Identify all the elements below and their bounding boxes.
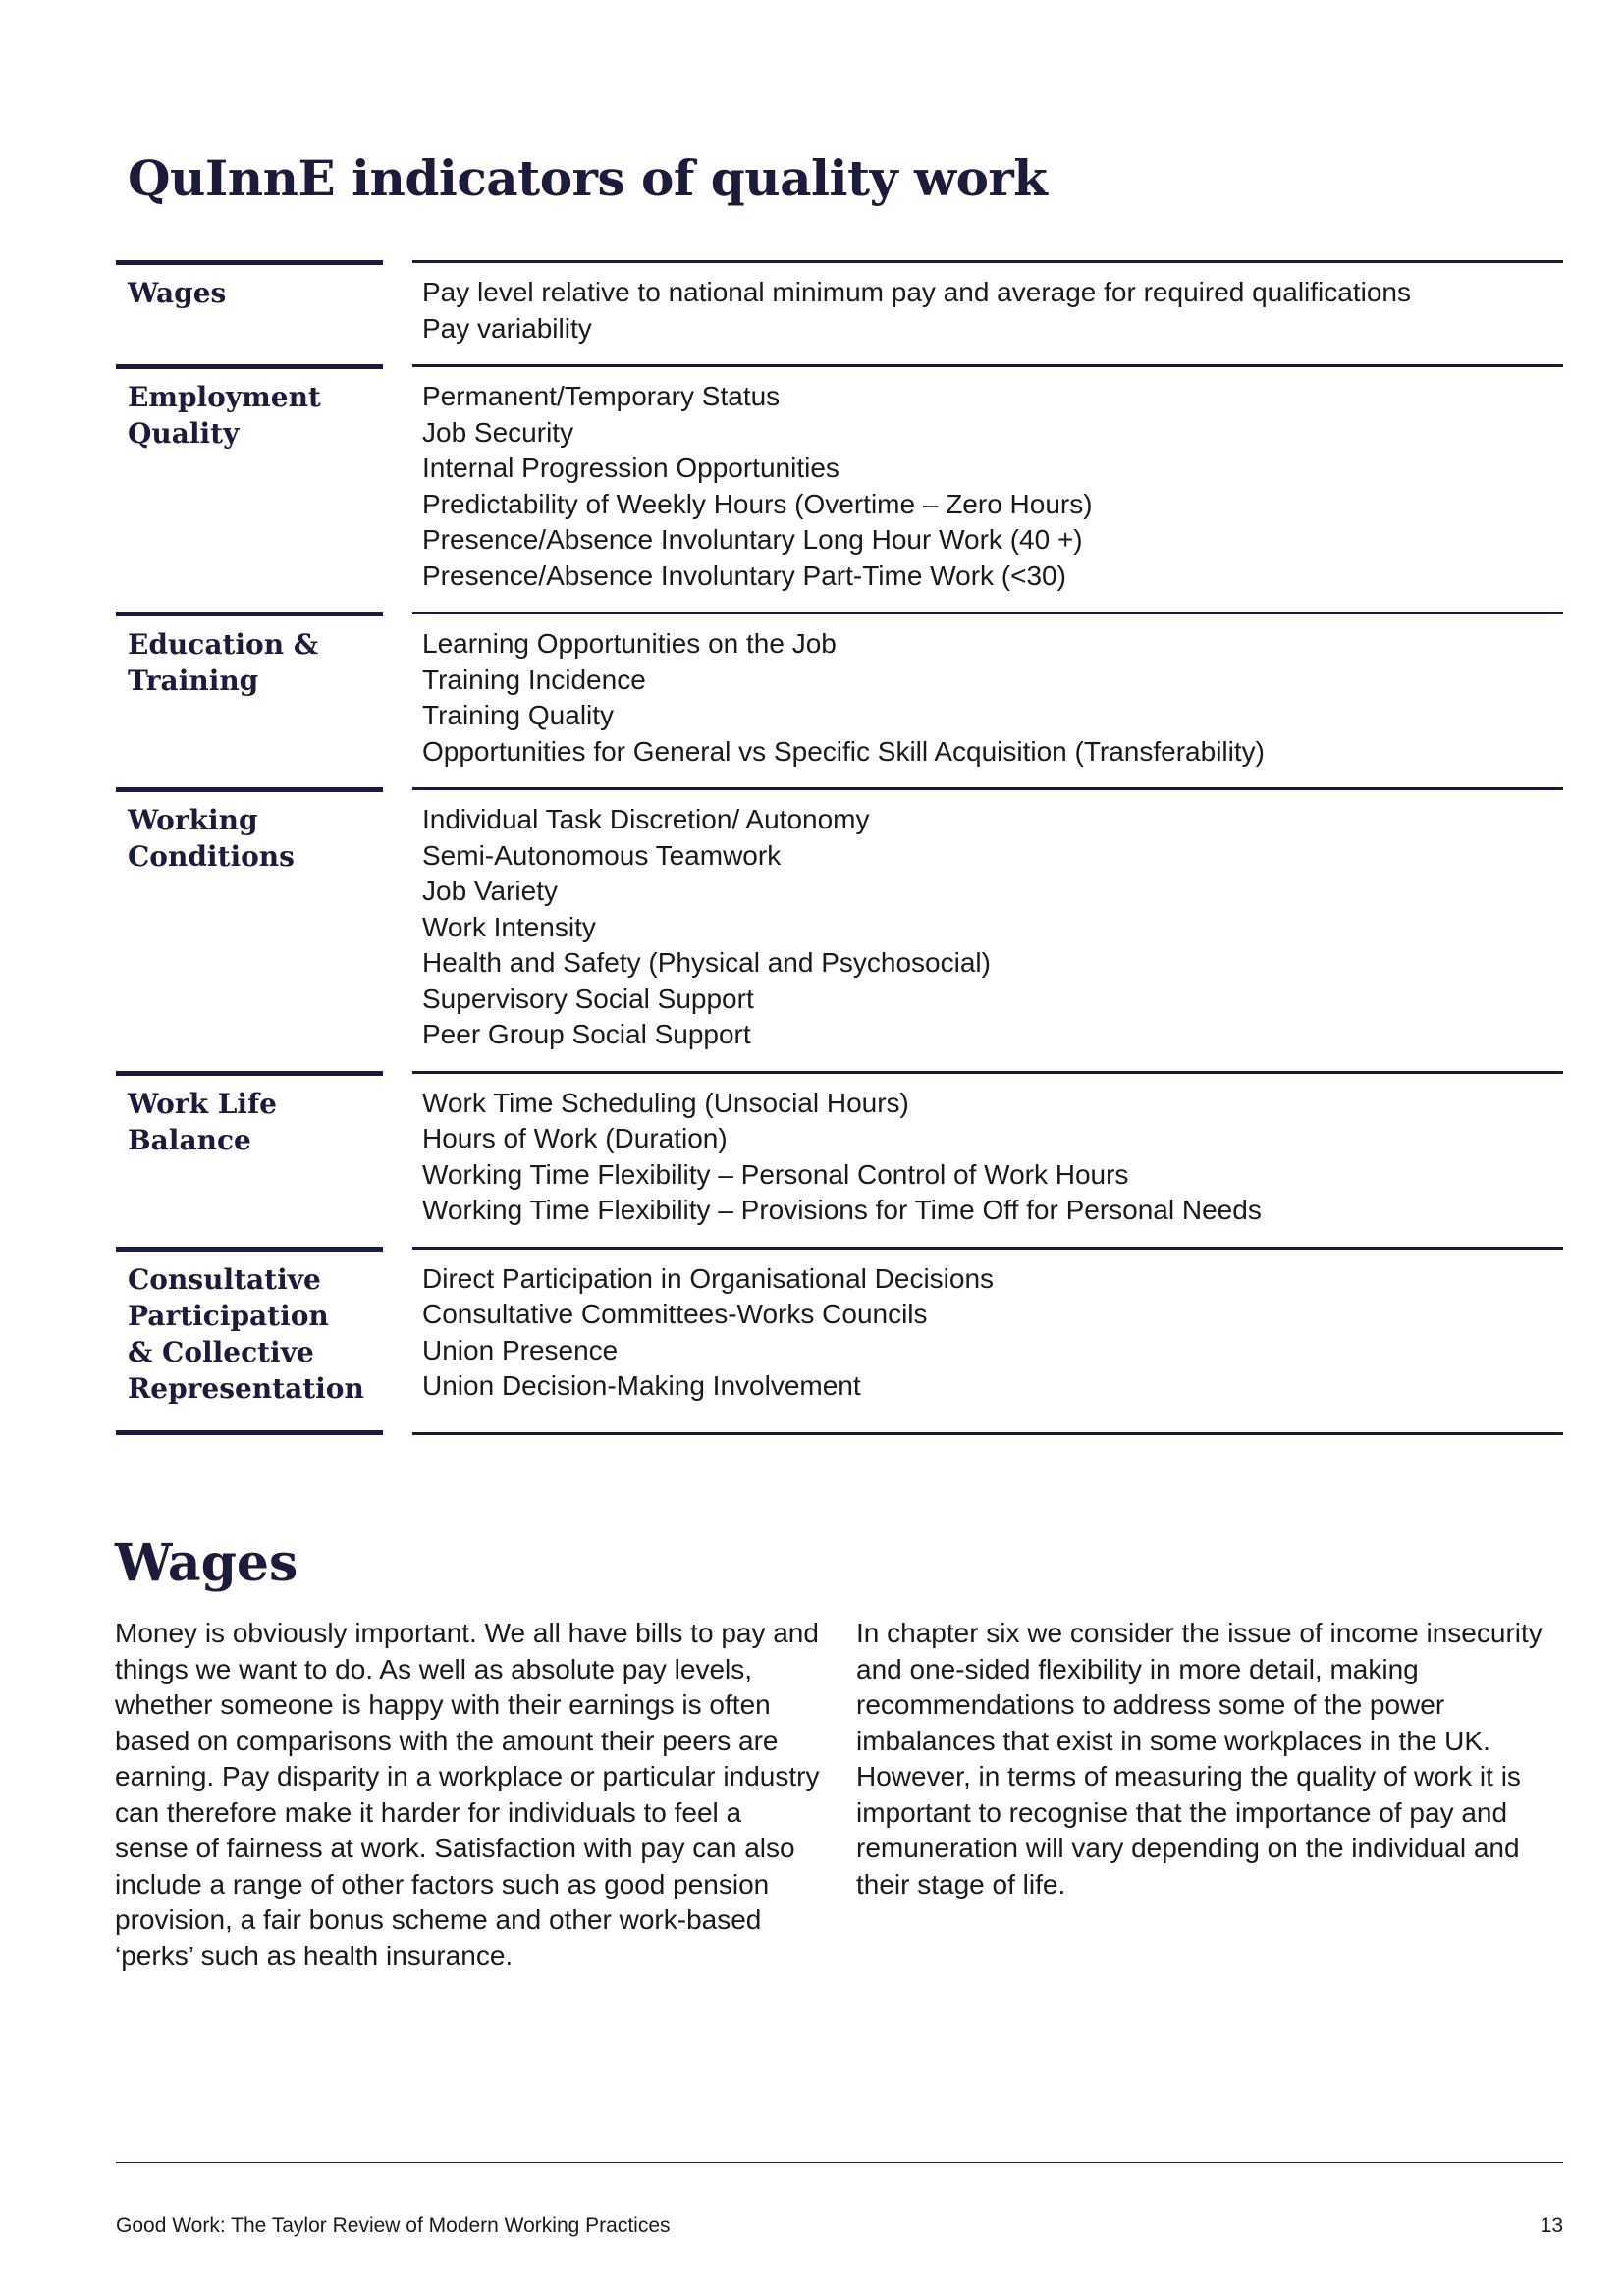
indicator-list [412,612,1563,787]
indicator-item: Working Time Flexibility – Personal Control of Work Hours [422,1158,1129,1190]
indicator-item: Union Decision-Making Involvement [422,1370,861,1401]
indicator-item: Health and Safety (Physical and Psychosocial) [422,947,991,978]
indicator-item: Peer Group Social Support [422,1019,751,1049]
body-paragraph-left: Money is obviously important. We all have bills to pay and things we want to do. As well as absolute pay levels, whether someone is happy with their earnings is often based on comparisons with the amount their peers are earning. Pay disparity in a workplace or particular industry can therefore make it harder for individuals to feel a sense of fairness at work. Satisfaction with pay can also include a range of other factors such as good pension provision, a fair bonus scheme and other work-based ‘perks’ such as health insurance. [115,1618,820,1971]
indicator-item: Opportunities for General vs Specific Skill Acquisition (Transferability) [422,735,1265,767]
footer-title: Good Work: The Taylor Review of Modern Working Practices [116,2215,671,2237]
indicator-item: Supervisory Social Support [422,983,754,1014]
indicator-item: Internal Progression Opportunities [422,453,839,483]
indicator-item: Union Presence [422,1334,619,1365]
indicator-item: Presence/Absence Involuntary Long Hour Work (40 +) [422,524,1083,555]
indicator-list [412,260,1563,364]
indicator-row-work-life-balance [116,1071,1563,1247]
indicator-item: Working Time Flexibility – Provisions for Time Off for Personal Needs [422,1195,1262,1225]
indicator-row-employment-quality [116,364,1563,612]
indicator-list [412,1247,1563,1435]
category-label: Consultative Participation & Collective Representation [116,1247,383,1435]
indicator-item: Permanent/Temporary Status [422,381,781,411]
page-number: 13 [1540,2215,1563,2237]
category-label: Education & Training [116,612,383,787]
indicator-item: Job Variety [422,876,558,906]
indicator-item: Work Time Scheduling (Unsocial Hours) [422,1087,909,1118]
section-heading: Wages [115,1533,298,1593]
indicator-row-education-training [116,612,1563,787]
indicator-row-wages [116,260,1563,364]
indicator-list [412,787,1563,1071]
indicator-item: Job Security [422,416,574,448]
indicator-item: Presence/Absence Involuntary Part-Time Work (<30) [422,560,1066,591]
category-label: Wages [116,260,383,364]
indicator-item: Work Intensity [422,911,596,942]
category-label: Employment Quality [116,364,383,612]
footer-divider [116,2162,1563,2163]
indicator-list [412,364,1563,612]
indicator-item: Direct Participation in Organisational Decisions [422,1262,995,1294]
indicator-item: Learning Opportunities on the Job [422,628,837,659]
indicator-item: Semi-Autonomous Teamwork [422,839,782,871]
page-title: QuInnE indicators of quality work [128,149,1048,207]
indicator-item: Pay variability [422,312,592,344]
indicator-item: Individual Task Discretion/ Autonomy [422,804,870,834]
indicator-item: Training Quality [422,700,615,730]
indicator-item: Predictability of Weekly Hours (Overtime – Zero Hours) [422,488,1093,519]
indicator-table [116,260,1563,1435]
indicator-item: Training Incidence [422,664,646,695]
indicator-item: Pay level relative to national minimum pay and average for required qualifications [422,277,1411,307]
indicator-item: Consultative Committees-Works Councils [422,1299,928,1329]
category-label: Working Conditions [116,787,383,1071]
body-paragraph-right: In chapter six we consider the issue of income insecurity and one-sided flexibility in more detail, making recommendations to address some of the power imbalances that exist in some workplaces in the UK. However, in terms of measuring the quality of work it is important to recognise that the importance of pay and remuneration will vary depending on the individual and their stage of life. [856,1618,1543,1899]
indicator-list [412,1071,1563,1247]
category-label: Work Life Balance [116,1071,383,1247]
indicator-row-working-conditions [116,787,1563,1071]
indicator-item: Hours of Work (Duration) [422,1123,728,1153]
indicator-row-consultative-participation [116,1247,1563,1435]
